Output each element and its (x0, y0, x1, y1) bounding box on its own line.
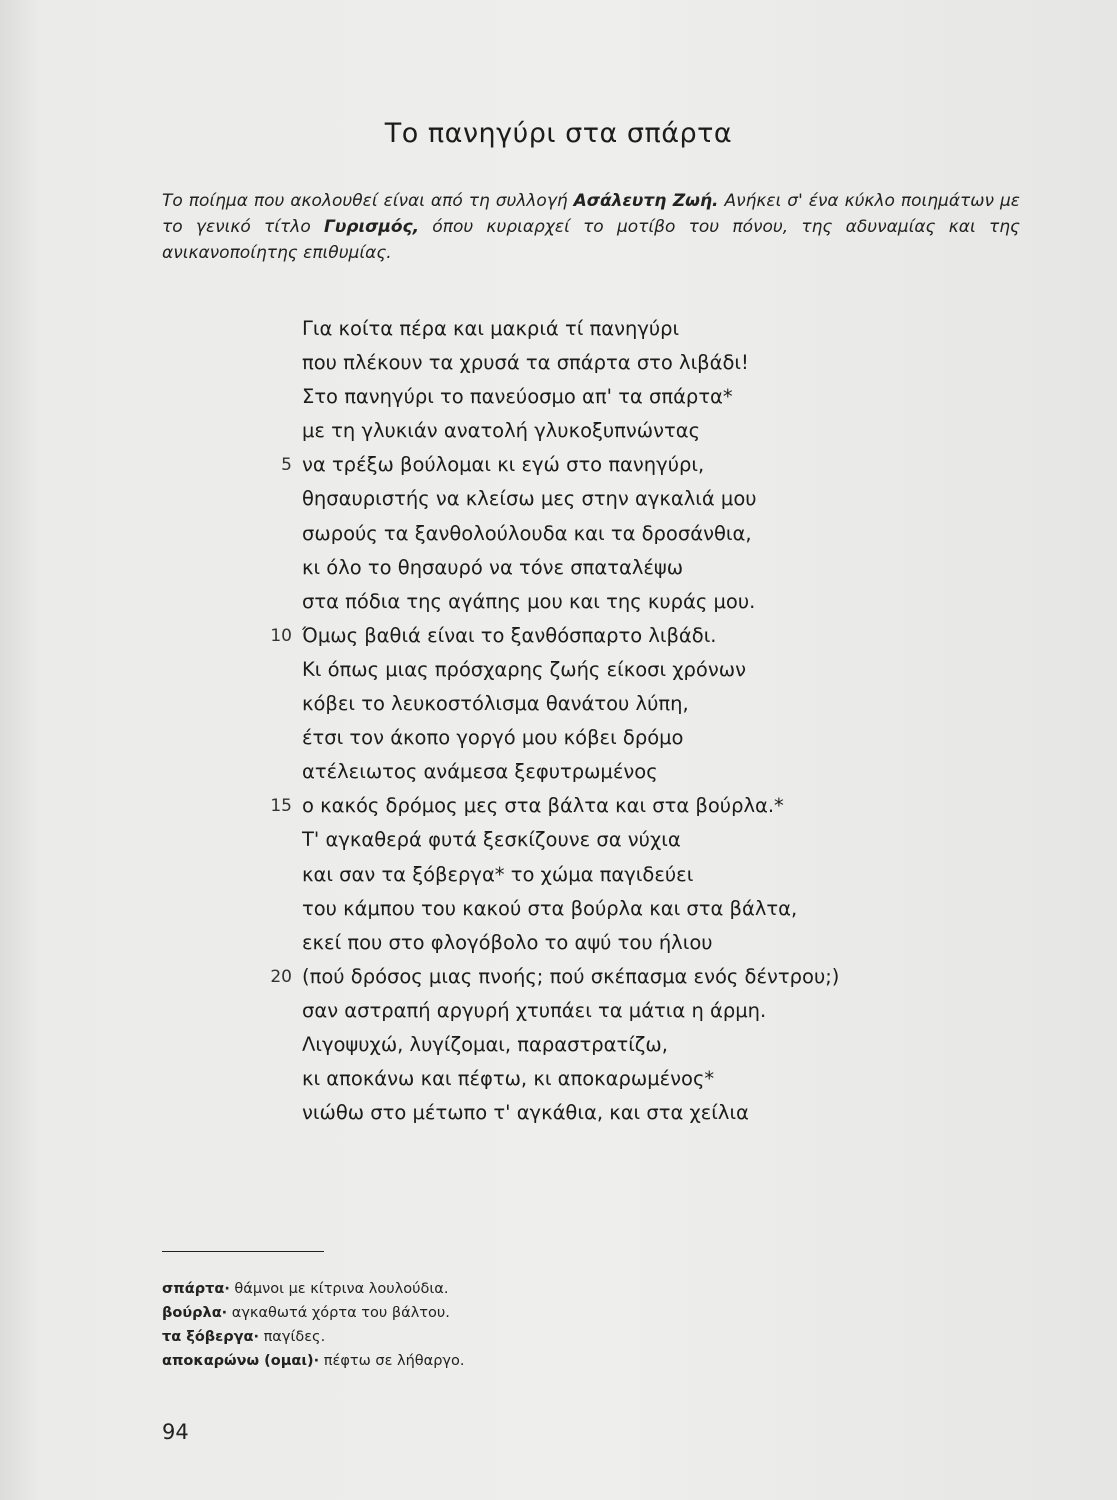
line-text: και σαν τα ξόβεργα* το χώμα παγιδεύει (302, 862, 694, 886)
line-number: 15 (270, 796, 292, 817)
footnote-term: σπάρτα· (162, 1281, 230, 1297)
line-text: κόβει το λευκοστόλισμα θανάτου λύπη, (302, 692, 689, 716)
poem-line (262, 721, 1022, 755)
intro-paragraph (162, 188, 1020, 266)
line-text: του κάμπου του κακού στα βούρλα και στα βάλτα, (302, 896, 798, 920)
line-text: Τ' αγκαθερά φυτά ξεσκίζουνε σα νύχια (302, 828, 681, 852)
line-text: στα πόδια της αγάπης μου και της κυράς μου. (302, 589, 756, 613)
line-number: 10 (270, 625, 292, 646)
intro-text-1: Το ποίημα που ακολουθεί είναι από τη συλλογή (162, 191, 574, 211)
line-text: Στο πανηγύρι το πανεύοσμο απ' τα σπάρτα* (302, 385, 733, 409)
poem-line (262, 482, 1022, 516)
line-text: σωρούς τα ξανθολούλουδα και τα δροσάνθια, (302, 521, 752, 545)
poem-line (262, 517, 1022, 551)
footnote-definition: παγίδες. (258, 1329, 326, 1345)
poem-line (262, 653, 1022, 687)
line-text: Λιγοψυχώ, λυγίζομαι, παραστρατίζω, (302, 1032, 668, 1056)
intro-collection-name: Ασάλευτη Ζωή. (573, 191, 719, 211)
line-text: νιώθω στο μέτωπο τ' αγκάθια, και στα χείλια (302, 1101, 749, 1125)
line-text: ο κακός δρόμος μες στα βάλτα και στα βούρλα.* (302, 794, 784, 818)
line-text: ατέλειωτος ανάμεσα ξεφυτρωμένος (302, 760, 658, 784)
line-text: κι όλο το θησαυρό να τόνε σπαταλέψω (302, 555, 684, 579)
poem-line (262, 1062, 1022, 1096)
poem-line (262, 380, 1022, 414)
footnote-term: αποκαρώνω (ομαι)· (162, 1353, 320, 1369)
line-number: 20 (270, 966, 292, 987)
poem-line (262, 619, 1022, 653)
footnote-definition: θάμνοι με κίτρινα λουλούδια. (229, 1281, 449, 1297)
footnote (162, 1301, 762, 1325)
line-text: θησαυριστής να κλείσω μες στην αγκαλιά μου (302, 487, 757, 511)
poem-line (262, 892, 1022, 926)
poem-line (262, 755, 1022, 789)
poem-line (262, 448, 1022, 482)
line-text: Κι όπως μιας πρόσχαρης ζωής είκοσι χρόνων (302, 657, 746, 681)
poem-line (262, 312, 1022, 346)
footnote (162, 1349, 762, 1373)
line-number: 5 (281, 455, 292, 476)
footnote-definition: αγκαθωτά χόρτα του βάλτου. (227, 1305, 450, 1321)
line-text: εκεί που στο φλογόβολο το αψύ του ήλιου (302, 930, 713, 954)
line-text: Για κοίτα πέρα και μακριά τί πανηγύρι (302, 317, 680, 340)
line-text: με τη γλυκιάν ανατολή γλυκοξυπνώντας (302, 419, 701, 443)
poem-line (262, 823, 1022, 857)
line-text: (πού δρόσος μιας πνοής; πού σκέπασμα ενός δέντρου;) (302, 964, 840, 988)
poem-line (262, 789, 1022, 823)
footnote-divider (162, 1251, 324, 1252)
footnote (162, 1325, 762, 1349)
poem-line (262, 687, 1022, 721)
footnote-term: τα ξόβεργα· (162, 1329, 259, 1345)
intro-cycle-name: Γυρισμός, (323, 217, 420, 237)
footnote-term: βούρλα· (162, 1305, 228, 1321)
line-text: κι αποκάνω και πέφτω, κι αποκαρωμένος* (302, 1067, 715, 1091)
poem-line (262, 585, 1022, 619)
page-number: 94 (162, 1420, 189, 1444)
intro-text-3: όπου κυριαρχεί το μοτίβο του πόνου, της αδυναμίας και της ανικανοποίητης επιθυμίας. (162, 217, 1020, 263)
poem-line (262, 858, 1022, 892)
line-text: που πλέκουν τα χρυσά τα σπάρτα στο λιβάδι! (302, 351, 749, 375)
poem-body (262, 312, 1022, 1130)
line-text: να τρέξω βούλομαι κι εγώ στο πανηγύρι, (302, 453, 705, 477)
footnote-definition: πέφτω σε λήθαργο. (319, 1353, 465, 1369)
poem-title: Το πανηγύρι στα σπάρτα (384, 118, 733, 149)
poem-line (262, 346, 1022, 380)
intro-text-2: Ανήκει σ' ένα κύκλο ποιημάτων με το γενικό τίτλο (162, 191, 1020, 237)
poem-line (262, 551, 1022, 585)
line-text: Όμως βαθιά είναι το ξανθόσπαρτο λιβάδι. (302, 623, 717, 647)
poem-line (262, 960, 1022, 994)
line-text: σαν αστραπή αργυρή χτυπάει τα μάτια η άρμη. (302, 998, 767, 1022)
poem-line (262, 414, 1022, 448)
footnotes (162, 1277, 762, 1373)
poem-line (262, 1096, 1022, 1130)
poem-line (262, 994, 1022, 1028)
poem-line (262, 926, 1022, 960)
footnote (162, 1277, 762, 1301)
poem-line (262, 1028, 1022, 1062)
line-text: έτσι τον άκοπο γοργό μου κόβει δρόμο (302, 726, 684, 750)
